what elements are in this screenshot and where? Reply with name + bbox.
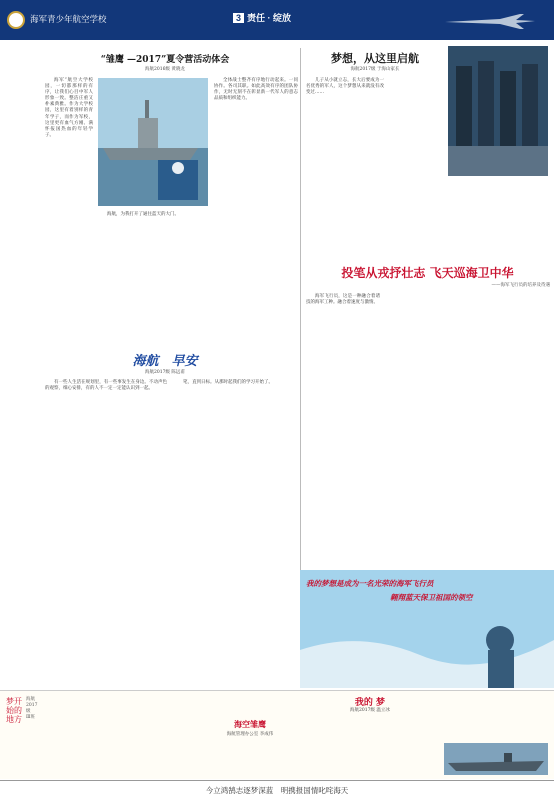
paper-name: 海军青少年航空学校	[30, 14, 107, 24]
page-name: 责任 · 绽放	[247, 13, 292, 23]
article4-col1-text: 海军飞行员，这是一种融合着诸技的海军工种。融合着速度与激情。	[306, 294, 380, 306]
footer-slogan: 今立鸿鹄志逐梦深蓝 明携报国情叱咤海天	[0, 780, 554, 801]
page-header	[0, 0, 554, 40]
ship-image-icon	[98, 78, 208, 206]
article3-byline: 海航2017级 于海山家长	[350, 67, 400, 72]
poem-section-label: 梦开始的地方	[6, 697, 22, 724]
article1-col1	[45, 78, 93, 348]
poem2-byline: 海航管理办公室 李成伟	[226, 732, 274, 737]
navy-ship-photo	[98, 78, 208, 206]
soldiers-photo	[448, 46, 548, 176]
article1-col2	[214, 78, 298, 348]
article3-title: 梦想，从这里启航	[331, 52, 419, 65]
poem-section-sub: 海航2017级 Ⅲ班	[26, 697, 38, 720]
poem2-title: 海空雏鹰	[234, 719, 266, 729]
article2-title: 海航 早安	[132, 354, 198, 369]
banner-line2: 翱翔蓝天保卫祖国的领空	[390, 593, 473, 602]
article4-title: 投笔从戎抒壮志 飞天巡海卫中华	[341, 266, 514, 280]
article2-byline: 海航2017级 陈远甫	[145, 370, 185, 375]
article2-col2	[174, 380, 296, 680]
article3-col1	[306, 78, 384, 258]
article1-col2-text: 全体战士整齐有序地行动起来。一同协作。各司其职。如此高效有序的团队协作，无时无刻不在彰显新一代军人的意志品质和组织能力。	[214, 78, 298, 102]
article4-col1	[306, 294, 380, 570]
article1-col3	[98, 212, 208, 298]
aircraft-carrier-icon	[444, 743, 548, 775]
soldiers-image-icon	[448, 46, 548, 176]
article2-col1	[45, 380, 167, 680]
page-number: 3	[233, 13, 244, 23]
aviation-banner	[300, 570, 554, 688]
page-title	[233, 11, 291, 24]
article1-byline: 海航2016级 黄晓龙	[145, 67, 185, 72]
article3-col1-text: 儿子从小就立志，长大后要成为一名优秀的军人，这个梦想从来就没有改变过……	[306, 78, 384, 96]
article1-col1-text: 海军“航空大学校园，一切都那样的有序，让我们心目中军人形象一致。整洁庄重又朴素典雅。作为大学校园，这里有着别样的青年学子，而作为军校，这里更有血气方刚、满怀报国热血的年轻学子。	[45, 78, 93, 138]
article2-col1-text: 有一些人生活在规划里，有一些事发生在身边。不动声色的观察，细心安排，有的人不一定一定能认识到一起。	[45, 380, 167, 392]
school-logo-icon	[7, 11, 25, 29]
fighter-jet-icon	[440, 10, 540, 32]
banner-line1: 我的梦想是成为一名光荣的海军飞行员	[306, 579, 434, 588]
poem-section	[0, 690, 554, 779]
article1-title: “雏鹰 —2017”夏令营活动体会	[100, 55, 230, 65]
article4-subtitle: ——海军飞行员的培养及待遇	[491, 283, 550, 288]
poem1-byline: 海航2017级 温立冰	[350, 708, 390, 713]
poem1-title: 我的 梦	[354, 698, 386, 708]
article2-col2-text: 笔，直到日标。从那时起我们的学习开始了。	[183, 380, 273, 385]
article1-col3-text: 海航，为我打开了通往蓝天的大门。	[107, 212, 179, 217]
